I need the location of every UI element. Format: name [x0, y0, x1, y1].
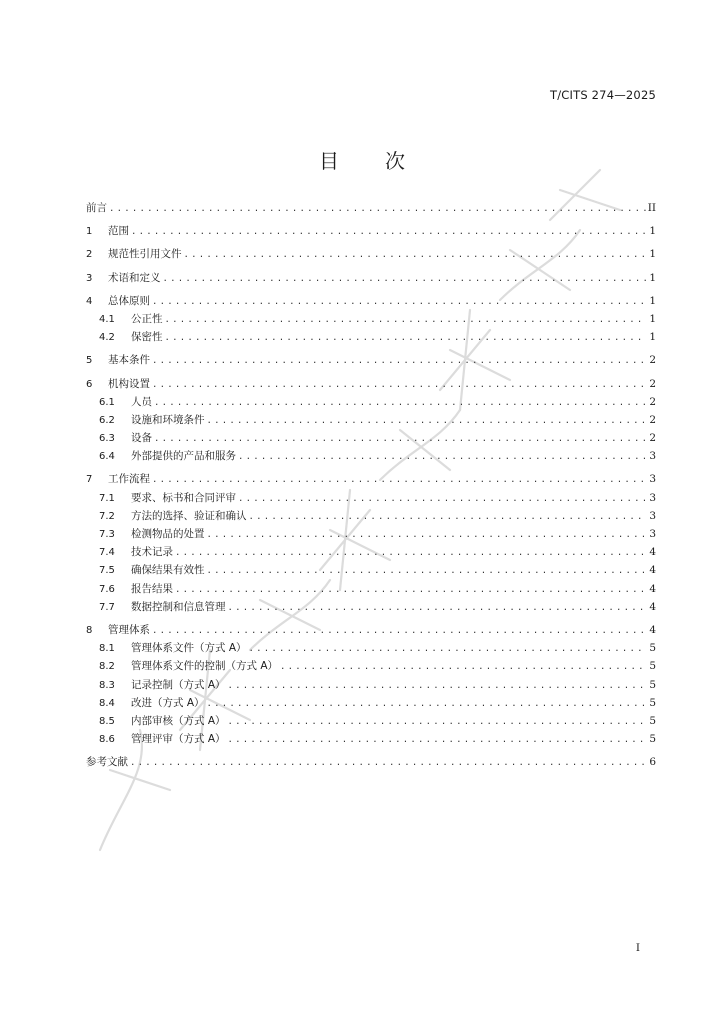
toc-entry-number: 4.2 [99, 332, 115, 344]
toc-entry[interactable] [86, 375, 656, 393]
toc-entry-label: 前言 [86, 202, 107, 214]
toc-entry-label: 技术记录 [131, 546, 173, 559]
toc-entry[interactable] [86, 393, 656, 411]
toc-entry-page: II [647, 202, 656, 214]
toc-entry[interactable] [86, 753, 656, 771]
toc-leader-dots [152, 352, 646, 370]
toc-leader-dots [228, 677, 646, 695]
toc-entry-number: 7 [86, 474, 93, 486]
toc-entry-page: 5 [649, 733, 656, 746]
toc-entry-number: 6.4 [99, 451, 115, 463]
toc-leader-dots [228, 731, 646, 749]
toc-leader-dots [175, 581, 646, 599]
toc-leader-dots [207, 695, 646, 713]
toc-leader-dots [175, 544, 646, 562]
toc-leader-dots [238, 490, 646, 508]
toc-entry[interactable] [86, 580, 656, 598]
toc-entry-page: 1 [649, 312, 656, 325]
toc-entry-page: 2 [649, 432, 656, 445]
document-code: T/CITS 274—2025 [549, 88, 656, 102]
toc-leader-dots [238, 448, 646, 466]
toc-entry-number: 6.1 [99, 396, 115, 408]
toc-entry[interactable] [86, 657, 656, 675]
toc-leader-dots [131, 223, 646, 241]
toc-entry-page: 1 [649, 248, 656, 261]
toc-entry-number: 6 [86, 378, 93, 390]
toc-entry-label: 总体原则 [108, 294, 150, 307]
toc-entry-page: 2 [649, 377, 656, 390]
toc-entry-page: 5 [649, 714, 656, 727]
toc-entry-label: 设施和环境条件 [131, 413, 205, 426]
toc-entry-label: 管理评审（方式 A） [131, 733, 226, 746]
toc-entry-label: 机构设置 [108, 377, 150, 390]
toc-entry-page: 3 [649, 528, 656, 540]
toc-entry-number: 8.2 [99, 661, 115, 673]
toc-entry-label: 公正性 [131, 312, 163, 325]
toc-entry[interactable] [86, 489, 656, 507]
toc-entry-label: 内部审核（方式 A） [131, 714, 226, 727]
toc-entry[interactable] [86, 543, 656, 561]
toc-entry-number: 7.3 [99, 529, 115, 540]
toc-entry-number: 7.1 [99, 492, 115, 504]
toc-leader-dots [184, 246, 647, 264]
toc-entry-label: 规范性引用文件 [108, 248, 182, 261]
toc-entry[interactable] [86, 310, 656, 328]
toc-leader-dots [152, 376, 646, 394]
toc-entry-number: 8.4 [99, 697, 115, 709]
toc-entry[interactable] [86, 429, 656, 447]
toc-entry-label: 管理体系文件（方式 A） [131, 642, 247, 655]
toc-entry[interactable] [86, 525, 656, 543]
toc-leader-dots [207, 412, 647, 430]
toc-entry-label: 数据控制和信息管理 [131, 600, 226, 613]
toc-entry[interactable] [86, 245, 656, 263]
toc-entry-number: 8.1 [99, 643, 115, 655]
toc-entry[interactable] [86, 507, 656, 525]
toc-leader-dots [165, 329, 647, 347]
toc-leader-dots [109, 200, 646, 218]
table-of-contents [86, 199, 656, 771]
toc-entry-number: 3 [86, 272, 93, 284]
toc-leader-dots [154, 394, 646, 412]
toc-entry-page: 1 [649, 225, 656, 238]
toc-entry-page: 3 [649, 509, 656, 522]
toc-entry[interactable] [86, 730, 656, 748]
toc-entry[interactable] [86, 269, 656, 287]
toc-entry-page: 6 [649, 756, 656, 769]
title-char-1: 目 [319, 149, 339, 173]
toc-entry[interactable] [86, 222, 656, 240]
toc-leader-dots [130, 754, 646, 772]
toc-entry-label: 范围 [108, 225, 129, 238]
toc-entry-label: 工作流程 [108, 473, 150, 486]
toc-entry-label: 记录控制（方式 A） [131, 678, 226, 691]
page-title [0, 145, 724, 174]
toc-entry-label: 术语和定义 [108, 271, 161, 284]
toc-entry-number: 5 [86, 355, 93, 367]
toc-entry-page: 4 [649, 600, 656, 613]
toc-entry-label: 参考文献 [86, 756, 128, 769]
toc-entry-label: 管理体系 [108, 623, 150, 636]
toc-entry-number: 8 [86, 624, 93, 636]
toc-entry-label: 管理体系文件的控制（方式 A） [131, 660, 279, 673]
toc-entry-label: 保密性 [131, 331, 163, 344]
toc-entry-number: 4 [86, 295, 93, 307]
toc-entry-page: 2 [649, 413, 656, 426]
toc-leader-dots [207, 526, 647, 544]
toc-entry-page: 5 [649, 678, 656, 691]
toc-entry-page: 1 [649, 271, 656, 284]
toc-entry-page: 2 [649, 395, 656, 408]
toc-leader-dots [152, 293, 646, 311]
toc-entry[interactable] [86, 199, 656, 217]
toc-entry-number: 4.1 [99, 313, 115, 325]
toc-entry-page: 3 [649, 450, 656, 463]
toc-leader-dots [165, 311, 647, 329]
toc-entry-number: 7.6 [99, 583, 115, 595]
toc-leader-dots [280, 658, 646, 676]
toc-entry-label: 改进（方式 A） [131, 696, 205, 709]
toc-entry-label: 设备 [131, 432, 152, 445]
toc-entry-page: 3 [649, 491, 656, 504]
toc-entry-label: 报告结果 [131, 582, 173, 595]
toc-leader-dots [249, 508, 647, 526]
toc-entry-page: 4 [649, 582, 656, 595]
toc-entry-number: 8.5 [99, 715, 115, 727]
toc-entry[interactable] [86, 639, 656, 657]
toc-entry-page: 5 [649, 642, 656, 655]
toc-entry-page: 5 [649, 696, 656, 709]
toc-entry-number: 7.5 [99, 565, 115, 577]
toc-entry-page: 4 [649, 564, 656, 577]
toc-entry-number: 8.3 [99, 679, 115, 691]
toc-entry-page: 3 [649, 473, 656, 486]
toc-entry-label: 要求、标书和合同评审 [131, 491, 236, 504]
toc-entry-number: 2 [86, 249, 93, 261]
toc-entry[interactable] [86, 328, 656, 346]
toc-leader-dots [249, 640, 646, 658]
toc-entry-page: 2 [649, 354, 656, 367]
toc-entry-label: 检测物品的处置 [131, 528, 205, 540]
toc-entry-number: 6.3 [99, 433, 115, 445]
toc-entry[interactable] [86, 292, 656, 310]
toc-entry[interactable] [86, 694, 656, 712]
toc-entry[interactable] [86, 598, 656, 616]
toc-entry-page: 4 [649, 546, 656, 559]
toc-entry[interactable] [86, 712, 656, 730]
page-number: I [635, 942, 640, 954]
toc-entry-number: 7.7 [99, 601, 115, 613]
toc-entry-number: 7.4 [99, 547, 115, 559]
toc-entry-label: 人员 [131, 395, 152, 408]
toc-entry-number: 8.6 [99, 734, 115, 746]
toc-leader-dots [207, 562, 647, 580]
toc-leader-dots [228, 599, 647, 617]
toc-entry[interactable] [86, 561, 656, 579]
toc-entry-label: 确保结果有效性 [131, 564, 205, 577]
toc-entry[interactable] [86, 676, 656, 694]
toc-entry[interactable] [86, 470, 656, 488]
toc-leader-dots [154, 430, 646, 448]
toc-entry[interactable] [86, 351, 656, 369]
toc-entry-page: 5 [649, 660, 656, 673]
toc-entry-number: 6.2 [99, 414, 115, 426]
title-char-2: 次 [385, 149, 405, 173]
toc-entry-label: 基本条件 [108, 354, 150, 367]
toc-entry-label: 方法的选择、验证和确认 [131, 509, 247, 522]
toc-entry-number: 1 [86, 226, 93, 238]
toc-leader-dots [152, 622, 646, 640]
toc-entry-number: 7.2 [99, 510, 115, 522]
toc-leader-dots [152, 471, 646, 489]
toc-leader-dots [228, 713, 646, 731]
toc-entry-page: 1 [649, 331, 656, 344]
toc-entry-page: 4 [649, 623, 656, 636]
toc-leader-dots [163, 270, 647, 288]
toc-entry[interactable] [86, 411, 656, 429]
toc-entry-label: 外部提供的产品和服务 [131, 450, 236, 463]
toc-entry[interactable] [86, 621, 656, 639]
toc-entry[interactable] [86, 447, 656, 465]
toc-entry-page: 1 [649, 294, 656, 307]
